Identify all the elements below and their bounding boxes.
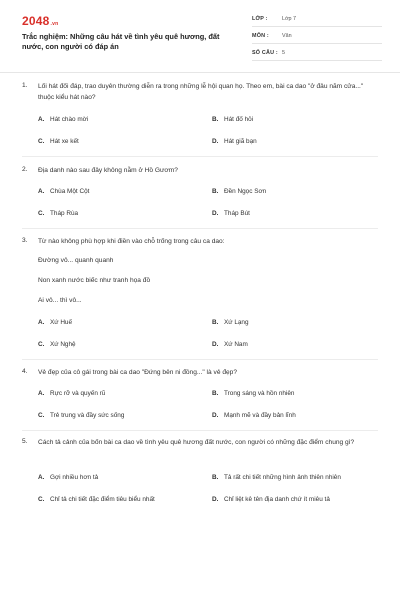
grade-value: Lớp 7 <box>282 16 297 22</box>
option-b[interactable] <box>212 390 294 397</box>
option-b[interactable] <box>212 188 266 195</box>
option-text: Tháp Bút <box>224 210 250 217</box>
option-d[interactable] <box>212 138 257 145</box>
option-key: C. <box>38 496 45 503</box>
question-number: 2. <box>22 166 28 173</box>
option-key: D. <box>212 412 219 419</box>
option-c[interactable] <box>38 341 76 348</box>
option-text: Hát xe kết <box>50 138 79 145</box>
option-a[interactable] <box>38 474 98 481</box>
option-b[interactable] <box>212 116 253 123</box>
option-text: Xứ Lạng <box>224 319 249 326</box>
poem-line-1: Đường vô... quanh quanh <box>38 257 114 264</box>
question-divider <box>22 156 378 157</box>
poem-line-2: Non xanh nước biếc như tranh họa đồ <box>38 277 151 284</box>
brand-tld: .vn <box>50 21 59 27</box>
option-key: D. <box>212 138 219 145</box>
question-text: Vẻ đẹp của cô gái trong bài ca dao "Đứng bên ni đồng..." là vẻ đẹp? <box>38 369 237 376</box>
option-text: Rực rỡ và quyến rũ <box>50 390 106 397</box>
option-key: B. <box>212 390 219 397</box>
grade-label: LỚP : <box>252 16 268 22</box>
option-key: B. <box>212 474 219 481</box>
quiz-title: Trắc nghiệm: Những câu hát về tình yêu quê hương, đất nước, con người có đáp án <box>22 32 220 51</box>
option-key: C. <box>38 138 45 145</box>
question-text: Địa danh nào sau đây không nằm ở Hồ Gươm? <box>38 167 178 174</box>
option-text: Tháp Rùa <box>50 210 79 217</box>
option-key: D. <box>212 341 219 348</box>
option-c[interactable] <box>38 496 155 503</box>
quiz-meta <box>252 14 382 65</box>
option-key: A. <box>38 188 45 195</box>
meta-subject <box>252 31 382 44</box>
option-text: Mạnh mẽ và đầy bản lĩnh <box>224 412 296 419</box>
option-text: Chỉ liệt kê tên địa danh chứ ít miêu tả <box>224 496 330 503</box>
poem-line-3: Ai vô... thì vô... <box>38 297 82 304</box>
option-text: Tả rất chi tiết những hình ảnh thiên nhiên <box>224 474 341 481</box>
question-divider <box>22 430 378 431</box>
option-key: A. <box>38 390 45 397</box>
option-text: Xứ Nghệ <box>50 341 76 348</box>
option-d[interactable] <box>212 210 250 217</box>
header <box>22 14 382 76</box>
option-key: A. <box>38 319 45 326</box>
question-number: 1. <box>22 82 28 89</box>
meta-count <box>252 48 382 61</box>
header-divider <box>0 72 400 73</box>
brand-logo[interactable] <box>22 14 58 28</box>
option-text: Chùa Một Cột <box>50 188 90 195</box>
option-text: Chỉ tả chi tiết đặc điểm tiêu biểu nhất <box>50 496 155 503</box>
option-d[interactable] <box>212 496 330 503</box>
subject-label: MÔN : <box>252 33 269 39</box>
option-key: B. <box>212 116 219 123</box>
question-text: Từ nào không phù hợp khi điền vào chỗ trống trong câu ca dao: <box>38 238 225 245</box>
option-a[interactable] <box>38 116 88 123</box>
option-a[interactable] <box>38 390 105 397</box>
option-a[interactable] <box>38 319 72 326</box>
count-value: 5 <box>282 50 285 56</box>
brand-name: 2048 <box>22 14 50 28</box>
question-number: 3. <box>22 237 28 244</box>
option-key: B. <box>212 319 219 326</box>
question-divider <box>22 359 378 360</box>
option-key: C. <box>38 210 45 217</box>
option-key: C. <box>38 412 45 419</box>
subject-value: Văn <box>282 33 292 39</box>
option-d[interactable] <box>212 412 296 419</box>
option-text: Gợi nhiều hơn tả <box>50 474 99 481</box>
option-text: Xứ Huế <box>50 319 73 326</box>
option-text: Đền Ngọc Sơn <box>224 188 267 195</box>
option-text: Xứ Nam <box>224 341 248 348</box>
option-b[interactable] <box>212 319 249 326</box>
option-key: A. <box>38 474 45 481</box>
option-text: Hát chào mời <box>50 116 89 123</box>
option-c[interactable] <box>38 138 79 145</box>
option-text: Hát giã bạn <box>224 138 257 145</box>
option-text: Hát đố hỏi <box>224 116 254 123</box>
option-a[interactable] <box>38 188 89 195</box>
option-key: C. <box>38 341 45 348</box>
question-text: Cách tả cảnh của bốn bài ca dao về tình yêu quê hương đất nước, con người có những đặc điểm chung gì? <box>38 439 355 446</box>
option-d[interactable] <box>212 341 248 348</box>
option-c[interactable] <box>38 210 78 217</box>
option-key: D. <box>212 496 219 503</box>
count-label: SỐ CÂU : <box>252 50 278 56</box>
question-number: 5. <box>22 438 28 445</box>
option-b[interactable] <box>212 474 341 481</box>
option-text: Trong sáng và hồn nhiên <box>224 390 295 397</box>
option-text: Trẻ trung và đầy sức sống <box>50 412 125 419</box>
option-key: D. <box>212 210 219 217</box>
question-text: Lối hát đối đáp, trao duyên thường diễn ra trong những lễ hội quan họ. Theo em, bài ca dao "ở đâu năm cửa..." thuộc kiểu hát nào? <box>38 83 364 101</box>
option-key: A. <box>38 116 45 123</box>
question-number: 4. <box>22 368 28 375</box>
option-c[interactable] <box>38 412 124 419</box>
option-key: B. <box>212 188 219 195</box>
question-divider <box>22 228 378 229</box>
meta-grade <box>252 14 382 27</box>
